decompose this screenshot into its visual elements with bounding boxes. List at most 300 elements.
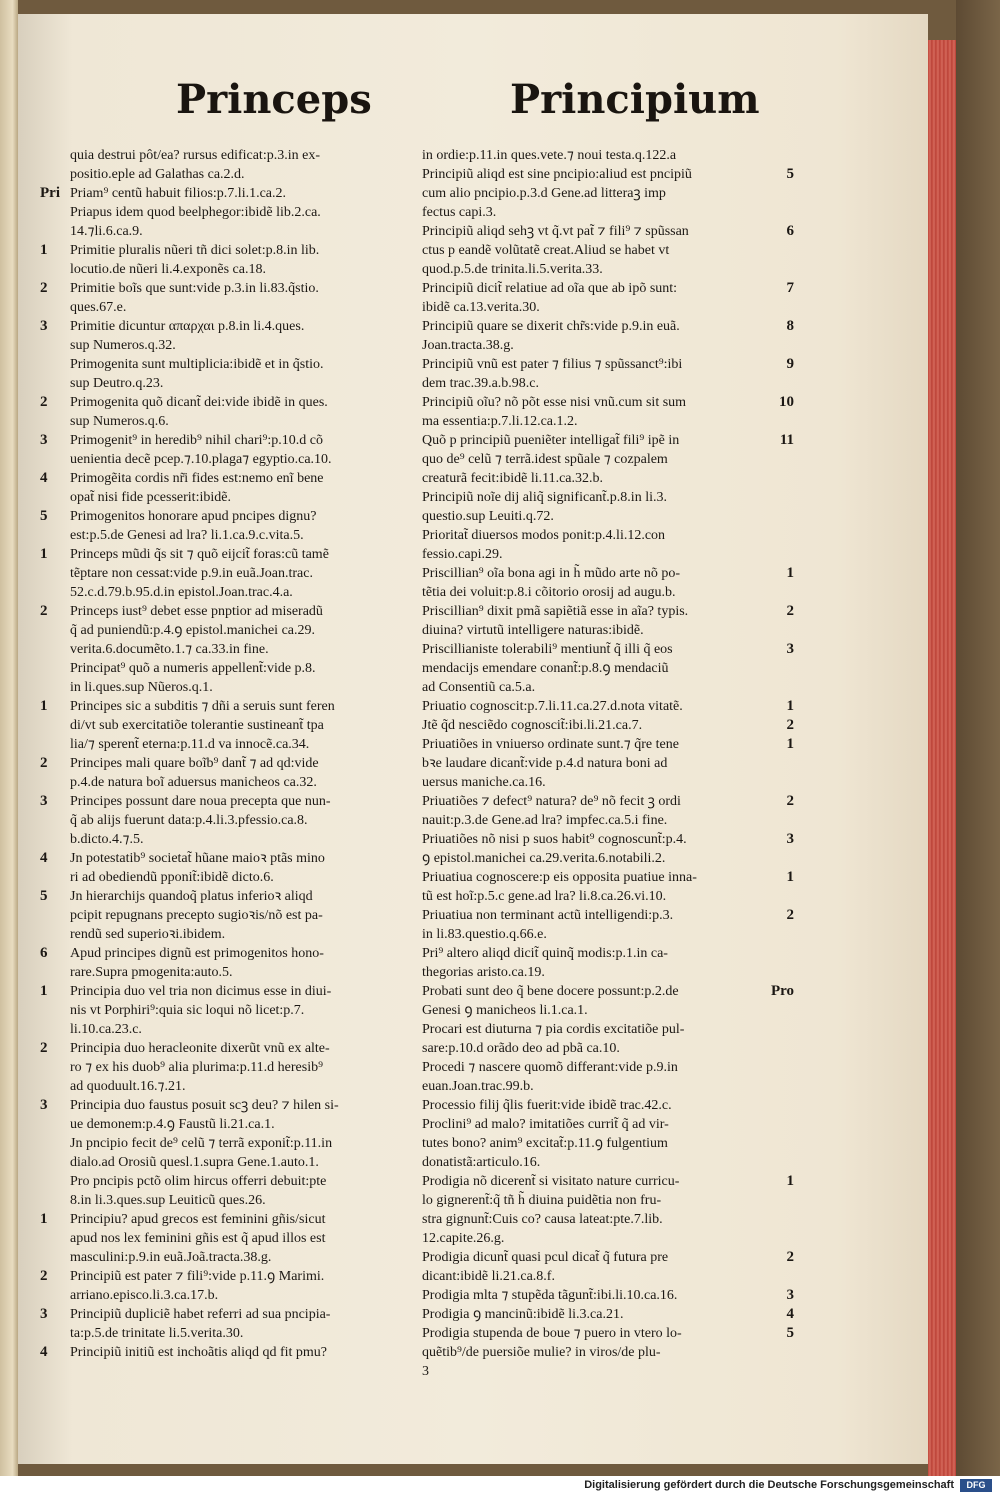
index-line [422,1286,794,1305]
entry-text: nauit:p.3.de Gene.ad lra? impfec.ca.5.i fine. [422,813,668,828]
index-line [422,1115,762,1134]
index-line [422,260,762,279]
index-line [422,222,794,241]
entry-number: 2 [786,1249,794,1265]
index-line [422,1305,794,1324]
entry-text: q̃ ab alijs fuerunt data:p.4.li.3.pfessio.ca.8. [70,813,308,828]
entry-number: 2 [786,793,794,809]
entry-number: 11 [779,432,794,448]
index-line [422,507,762,526]
index-line [422,393,794,412]
index-line [40,754,422,773]
entry-text: Principia duo heracleonite dixerũt vnũ ex alte- [70,1041,330,1056]
index-line [70,488,422,507]
index-line [422,488,762,507]
entry-number: 5 [786,1325,794,1341]
index-line [70,336,422,355]
entry-text: Principes mali quare boĩb⁹ dant̃ ⁊ ad qd:vide [70,756,319,771]
entry-text: locutio.de nũeri li.4.exponẽs ca.18. [70,262,266,277]
entry-number: 2 [40,603,48,619]
entry-text: Priam⁹ centũ habuit filios:p.7.li.1.ca.2. [70,186,287,201]
index-line [70,659,422,678]
entry-text: Principiu? apud grecos est feminini gñis/sicut [70,1212,326,1227]
entry-text: lo gignerent̃:q̃ tñ h̃ diuina puidẽtia non fru- [422,1193,662,1208]
index-line [422,469,762,488]
entry-text: masculini:p.9.in euã.Joã.tracta.38.g. [70,1250,272,1265]
entry-text: q̃ ad puniendũ:p.4.ꝯ epistol.manichei ca.29. [70,623,315,638]
index-line [422,1229,762,1248]
index-line [422,184,762,203]
index-line [70,1191,422,1210]
index-line [70,1058,422,1077]
entry-number: Pri [40,185,60,201]
entry-number: 1 [40,546,48,562]
entry-number: 3 [40,432,48,448]
entry-number: 7 [786,280,794,296]
index-line [422,1343,762,1362]
entry-text: ue demonem:p.4.ꝯ Faustũ li.21.ca.1. [70,1117,275,1132]
entry-text: Principiũ est pater ⁊ fili⁹:vide p.11.ꝯ Marimi. [70,1269,325,1284]
index-line [70,640,422,659]
entry-text: ques.67.e. [70,300,127,315]
index-line [70,260,422,279]
entry-text: 52.c.d.79.b.95.d.in epistol.Joan.trac.4.a. [70,585,293,600]
entry-number: 2 [786,603,794,619]
entry-text: Priuatiua cognoscere:p eis opposita puatiue inna- [422,870,697,885]
index-line [70,526,422,545]
index-line [422,830,794,849]
entry-number: 2 [40,755,48,771]
entry-number: 2 [40,1268,48,1284]
entry-text: 12.capite.26.g. [422,1231,505,1246]
index-line [70,830,422,849]
entry-text: Prodigia stupenda de boue ⁊ puero in vtero lo- [422,1326,682,1341]
entry-text: Priscillian⁹ oĩa bona agi in h̃ mũdo arte nõ po- [422,566,680,581]
entry-number: 9 [786,356,794,372]
entry-text: ad Consentiũ ca.5.a. [422,680,536,695]
index-line [422,355,794,374]
index-line [422,1210,762,1229]
index-line [422,298,762,317]
entry-number: 2 [40,394,48,410]
page-edge-red [928,40,956,1476]
entry-text: rare.Supra pmogenita:auto.5. [70,965,233,980]
entry-number: 1 [40,242,48,258]
entry-text: diuina? virtutũ intelligere naturas:ibidẽ. [422,623,644,638]
index-line [40,545,422,564]
entry-text: Priuatiões in vniuerso ordinate sunt.⁊ q̃re tene [422,737,679,752]
index-line [422,1096,762,1115]
index-line [422,963,762,982]
index-line [422,279,794,298]
entry-text: Jn pncipio fecit de⁹ celũ ⁊ terrã exponit̃:p.11.in [70,1136,333,1151]
entry-text: stra gignunt̃:Cuis co? causa lateat:pte.7.lib. [422,1212,663,1227]
entry-text: Apud principes dignũ est primogenitos hono- [70,946,324,961]
index-line [422,906,794,925]
index-line [70,1134,422,1153]
index-line [70,868,422,887]
index-line [40,944,422,963]
entry-number: 1 [786,1173,794,1189]
left-column-heading: Princeps [176,76,372,123]
entry-text: Priuatio cognoscit:p.7.li.11.ca.27.d.nota vitatẽ. [422,699,683,714]
entry-text: Principiũ dicit̃ relatiue ad oĩa que ab ipõ sunt: [422,281,678,296]
entry-text: ma essentia:p.7.li.12.ca.1.2. [422,414,578,429]
entry-number: 1 [786,869,794,885]
index-line [40,792,422,811]
entry-text: Priuatiua non terminant actũ intelligendi:p.3. [422,908,674,923]
entry-text: sare:p.10.d orãdo deo ad pbã ca.10. [422,1041,620,1056]
entry-text: Quõ p principiũ pueniẽter intelligat̃ fili⁹ ipẽ in [422,433,680,448]
entry-text: Priapus idem quod beelphegor:ibidẽ lib.2.ca. [70,205,321,220]
entry-text: Primogenitos honorare apud pncipes dignu? [70,509,317,524]
entry-text: Primogẽita cordis nr̃i fides est:nemo enĩ bene [70,471,324,486]
entry-number: 3 [786,831,794,847]
index-line [422,203,762,222]
index-line [70,678,422,697]
index-line [70,1077,422,1096]
entry-text: Primitie boĩs que sunt:vide p.3.in li.83.q̃stio. [70,281,319,296]
index-line [40,469,422,488]
entry-text: Primogenit⁹ in heredib⁹ nihil chari⁹:p.10.d cõ [70,433,323,448]
entry-text: tẽtia dei voluit:p.8.i cõitorio orosij ad augu.b. [422,585,676,600]
index-line [40,887,422,906]
index-line [70,1115,422,1134]
index-line [422,640,794,659]
index-line [70,374,422,393]
entry-text: Jn hierarchijs quandoq̃ platus inferioꝛ aliqd [70,889,313,904]
entry-text: Joan.tracta.38.g. [422,338,514,353]
index-line [70,203,422,222]
index-line [70,906,422,925]
index-line [40,982,422,1001]
entry-text: tẽptare non cessat:vide p.9.in euã.Joan.trac. [70,566,313,581]
index-line [422,317,794,336]
index-line [70,1286,422,1305]
index-line [422,526,762,545]
entry-number: 2 [40,280,48,296]
entry-text: positio.eple ad Galathas ca.2.d. [70,167,245,182]
entry-number: 1 [40,1211,48,1227]
index-line [422,564,794,583]
entry-text: Probati sunt deo q̃ bene docere possunt:p.2.de [422,984,679,999]
index-line [70,1001,422,1020]
entry-text: tũ est hoĩ:p.5.c gene.ad lra? li.8.ca.26.vi.10. [422,889,667,904]
index-line [70,963,422,982]
index-line [422,716,794,735]
entry-text: b.dicto.4.⁊.5. [70,832,144,847]
entry-text: questio.sup Leuiti.q.72. [422,509,554,524]
index-line [70,1020,422,1039]
index-line [70,222,422,241]
index-line [422,1324,794,1343]
index-line [422,583,762,602]
entry-text: rendũ sed superioꝛi.ibidem. [70,927,226,942]
index-line [70,925,422,944]
index-line [422,1248,794,1267]
entry-text: mendacijs emendare conant̃:p.8.ꝯ mendaciũ [422,661,669,676]
entry-text: Jtẽ q̃d nesciẽdo cognoscit̃:ibi.li.21.ca.7. [422,718,643,733]
entry-text: Processio filij q̃lis fuerit:vide ibidẽ trac.42.c. [422,1098,672,1113]
entry-text: lia/⁊ sperent̃ eterna:p.11.d va innocẽ.ca.34. [70,737,310,752]
entry-text: Principiũ quare se dixerit chr̃s:vide p.9.in euã. [422,319,680,334]
index-line [422,1039,762,1058]
entry-text: Prodigia nõ dicerent̃ si visitato nature curricu- [422,1174,680,1189]
index-line [422,659,762,678]
index-line [70,1324,422,1343]
entry-number: 1 [786,565,794,581]
entry-number: Pro [770,983,794,999]
entry-text: Prioritat̃ diuersos modos ponit:p.4.li.12.con [422,528,666,543]
entry-text: pcipit repugnans precepto sugioꝛis/nõ est pa- [70,908,323,923]
index-line [70,716,422,735]
entry-text: fectus capi.3. [422,205,497,220]
index-line [70,583,422,602]
index-line [70,355,422,374]
index-line [422,146,762,165]
entry-text: Prodigia ꝯ mancinũ:ibidẽ li.3.ca.21. [422,1307,624,1322]
index-line [40,317,422,336]
entry-text: sup Numeros.q.6. [70,414,169,429]
entry-text: Proclini⁹ ad malo? imitatiões currit̃ q̃ ad vir- [422,1117,669,1132]
index-line [70,1172,422,1191]
index-line [40,184,422,203]
entry-number: 1 [786,698,794,714]
entry-number: 5 [786,166,794,182]
index-line [40,1305,422,1324]
index-line [70,298,422,317]
entry-text: Primitie pluralis nũeri tñ dici solet:p.8.in lib. [70,243,320,258]
dfg-logo: DFG [960,1479,992,1492]
index-line [422,773,762,792]
entry-text: arriano.episco.li.3.ca.17.b. [70,1288,219,1303]
index-line [422,1362,762,1381]
entry-text: Primogenita sunt multiplicia:ibidẽ et in q̃stio. [70,357,324,372]
entry-text: p.4.de natura boĩ aduersus manicheos ca.32. [70,775,317,790]
entry-text: donatistã:articulo.16. [422,1155,541,1170]
entry-text: Principia duo vel tria non dicimus esse in diui- [70,984,332,999]
index-line [422,792,794,811]
index-line [422,336,762,355]
entry-text: Procedi ⁊ nascere quomõ differant:vide p.9.in [422,1060,678,1075]
index-line [70,1153,422,1172]
entry-text: 3 [422,1364,429,1379]
entry-number: 1 [40,983,48,999]
left-page-edge [0,0,18,1476]
index-line [70,621,422,640]
index-line [422,754,762,773]
index-line [40,431,422,450]
entry-number: 5 [40,508,48,524]
entry-number: 6 [40,945,48,961]
index-line [40,849,422,868]
entry-text: dicant:ibidẽ li.21.ca.8.f. [422,1269,555,1284]
index-line [70,412,422,431]
index-line [70,564,422,583]
index-line [422,1020,762,1039]
entry-text: 14.⁊li.6.ca.9. [70,224,143,239]
entry-number: 10 [779,394,794,410]
entry-text: bꝛe laudare dicant̃:vide p.4.d natura boni ad [422,756,668,771]
entry-text: Jn potestatib⁹ societat̃ hũane maioꝛ ptãs mino [70,851,325,866]
entry-text: Priuatiões nõ nisi p suos habit⁹ cognoscunt̃:p.4. [422,832,687,847]
index-line [70,1248,422,1267]
entry-number: 3 [40,793,48,809]
index-line [422,944,762,963]
entry-number: 2 [40,1040,48,1056]
entry-number: 3 [40,318,48,334]
index-line [422,735,794,754]
index-line [422,1153,762,1172]
entry-text: uersus maniche.ca.16. [422,775,546,790]
index-line [70,735,422,754]
book-cover [956,0,1000,1476]
index-line [70,1229,422,1248]
index-line [422,982,794,1001]
entry-text: 8.in li.3.ques.sup Leuiticũ ques.26. [70,1193,266,1208]
right-column-heading: Principium [510,76,760,123]
entry-text: Principiũ noĩe dij aliq̃ significant̃.p.8.in li.3. [422,490,667,505]
entry-number: 3 [40,1097,48,1113]
entry-number: 2 [786,907,794,923]
entry-text: ꝯ epistol.manichei ca.29.verita.6.notabili.2. [422,851,666,866]
index-line [422,165,794,184]
index-line [70,811,422,830]
entry-number: 4 [40,850,48,866]
entry-number: 3 [786,1287,794,1303]
entry-text: Priscillian⁹ dixit pmã sapiẽtiã esse in aĩa? typis. [422,604,689,619]
index-line [70,773,422,792]
index-line [422,602,794,621]
entry-text: dialo.ad Orosiũ quesl.1.supra Gene.1.auto.1. [70,1155,319,1170]
index-line [422,1172,794,1191]
index-line [40,1096,422,1115]
entry-text: ri ad obediendũ pponit̃:ibidẽ dicto.6. [70,870,274,885]
index-line [70,450,422,469]
index-line [40,279,422,298]
entry-number: 6 [786,223,794,239]
entry-text: ta:p.5.de trinitate li.5.verita.30. [70,1326,244,1341]
right-column [422,146,794,1381]
entry-text: Principiũ vnũ est pater ⁊ filius ⁊ spũssanct⁹:ibi [422,357,683,372]
entry-text: fessio.capi.29. [422,547,503,562]
entry-number: 1 [40,698,48,714]
entry-text: est:p.5.de Genesi ad lra? li.1.ca.9.c.vita.5. [70,528,304,543]
index-line [422,887,762,906]
entry-number: 3 [40,1306,48,1322]
entry-text: Principiũ oĩu? nõ põt esse nisi vnũ.cum sit sum [422,395,687,410]
entry-text: Priscillianiste tolerabili⁹ mentiunt̃ q̃ illi q̃ eos [422,642,673,657]
entry-text: quẽtib⁹/de puersiõe mulie? in viros/de plu- [422,1345,661,1360]
index-line [40,1267,422,1286]
index-line [40,507,422,526]
entry-number: 3 [786,641,794,657]
entry-text: quod.p.5.de trinita.li.5.verita.33. [422,262,603,277]
entry-text: Principiũ initiũ est inchoãtis aliqd qd fit pmu? [70,1345,328,1360]
index-line [422,412,762,431]
entry-text: Pro pncipis pctõ olim hircus offerri debuit:pte [70,1174,327,1189]
index-line [422,868,794,887]
index-line [70,165,422,184]
index-line [422,697,794,716]
entry-number: 1 [786,736,794,752]
entry-text: quo de⁹ celũ ⁊ terrã.idest spũale ⁊ cozpalem [422,452,668,467]
index-line [40,241,422,260]
entry-text: quia destrui pôt/ea? rursus edificat:p.3.in ex- [70,148,320,163]
footer [0,1476,1000,1496]
entry-text: Principes sic a subditis ⁊ dñi a seruis sunt feren [70,699,335,714]
entry-text: Princeps mũdi q̃s sit ⁊ quõ eijcit̃ foras:cũ tamẽ [70,547,329,562]
index-line [422,1077,762,1096]
entry-text: in ordie:p.11.in ques.vete.⁊ noui testa.q.122.a [422,148,677,163]
index-line [422,621,762,640]
footer-credit: Digitalisierung gefördert durch die Deutsche Forschungsgemeinschaft [584,1479,954,1491]
index-line [40,1039,422,1058]
entry-text: Prodigia mlta ⁊ stupẽda tãgunt̃:ibi.li.10.ca.16. [422,1288,678,1303]
index-line [422,545,762,564]
entry-text: ad quoduult.16.⁊.21. [70,1079,186,1094]
entry-text: Priuatiões ⁊ defect⁹ natura? de⁹ nõ fecit ꝫ ordi [422,794,681,809]
entry-text: dem trac.39.a.b.98.c. [422,376,540,391]
entry-text: sup Numeros.q.32. [70,338,176,353]
entry-text: apud nos lex feminini gñis est q̃ apud illos est [70,1231,326,1246]
entry-text: sup Deutro.q.23. [70,376,164,391]
index-line [422,450,762,469]
entry-text: in li.83.questio.q.66.e. [422,927,547,942]
entry-text: Principes possunt dare noua precepta que nun- [70,794,331,809]
entry-text: di/vt sub exercitatiõe tolerantie sustineant̃ tpa [70,718,324,733]
index-line [40,602,422,621]
index-line [422,1058,762,1077]
entry-text: cum alio pncipio.p.3.d Gene.ad litteraꝫ imp [422,186,666,201]
entry-text: verita.6.documẽto.1.⁊ ca.33.in fine. [70,642,269,657]
entry-text: Principat⁹ quõ a numeris appellent̃:vide p.8. [70,661,316,676]
index-line [40,1343,422,1362]
entry-number: 4 [40,470,48,486]
entry-number: 8 [786,318,794,334]
index-line [422,1001,762,1020]
book-page [18,14,928,1464]
entry-text: nis vt Porphiri⁹:quia sic loqui nõ licet:p.7. [70,1003,305,1018]
entry-text: Primogenita quõ dicant̃ dei:vide ibidẽ in ques. [70,395,328,410]
index-line [422,811,762,830]
entry-text: uenientia decẽ pcep.⁊.10.plaga⁊ egyptio.ca.10. [70,452,332,467]
index-line [40,393,422,412]
index-line [422,374,762,393]
entry-text: ibidẽ ca.13.verita.30. [422,300,540,315]
entry-number: 4 [40,1344,48,1360]
entry-number: 2 [786,717,794,733]
entry-text: in li.ques.sup Nũeros.q.1. [70,680,213,695]
entry-text: tutes bono? anim⁹ excitat̃:p.11.ꝯ fulgentium [422,1136,668,1151]
index-line [70,146,422,165]
entry-text: Principiũ dupliciẽ habet referri ad sua pncipia- [70,1307,331,1322]
entry-text: Genesi ꝯ manicheos li.1.ca.1. [422,1003,588,1018]
entry-text: ctus p eandẽ volũtatẽ creat.Aliud se habet vt [422,243,670,258]
entry-text: euan.Joan.trac.99.b. [422,1079,534,1094]
entry-text: Princeps iust⁹ debet esse pnptior ad miseradũ [70,604,323,619]
entry-text: creaturã fecit:ibidẽ li.11.ca.32.b. [422,471,604,486]
entry-text: Procari est diuturna ⁊ pia cordis excitatiõe pul- [422,1022,685,1037]
index-line [422,678,762,697]
left-column [40,146,422,1362]
index-line [40,1210,422,1229]
entry-text: Primitie dicuntur απαρχαι p.8.in li.4.ques. [70,319,305,334]
index-line [422,925,762,944]
entry-text: opat̃ nisi fide pcesserit:ibidẽ. [70,490,231,505]
entry-text: ro ⁊ ex his duob⁹ alia plurima:p.11.d heresib⁹ [70,1060,323,1075]
index-line [422,849,762,868]
